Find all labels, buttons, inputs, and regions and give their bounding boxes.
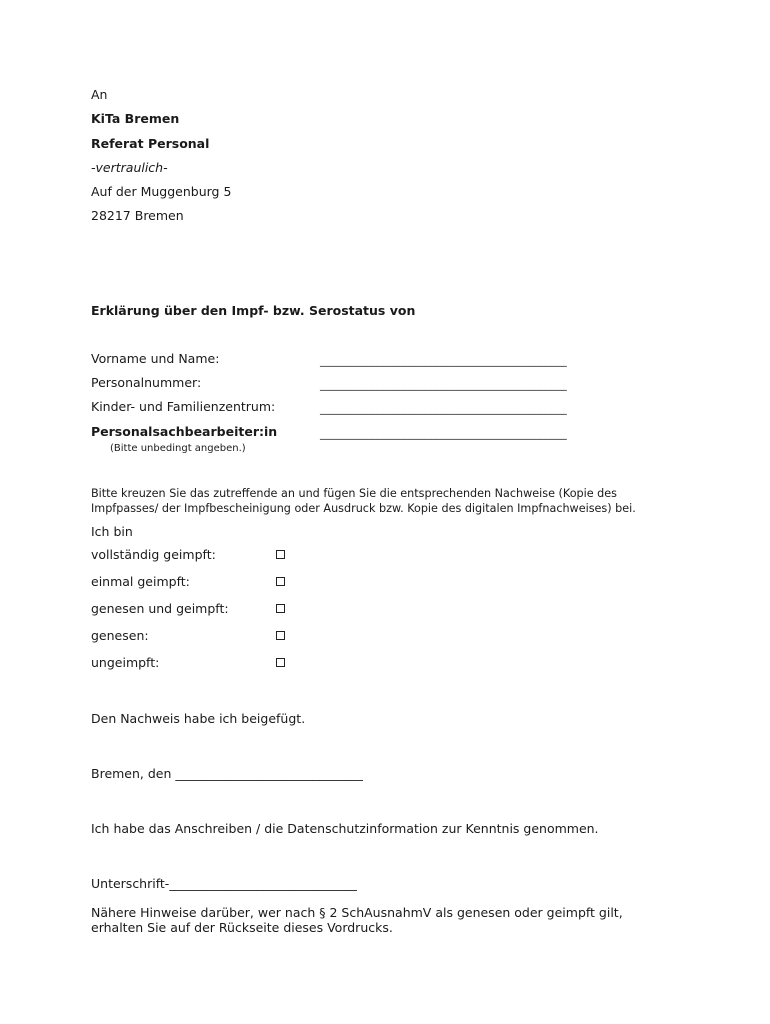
field-hint: (Bitte unbedingt angeben.) <box>110 443 246 454</box>
status-label-recovered: genesen: <box>91 628 149 643</box>
field-label-personnel-number: Personalnummer: <box>91 375 202 390</box>
checkbox-once-vaccinated[interactable] <box>276 577 285 586</box>
status-label-fully-vaccinated: vollständig geimpft: <box>91 547 216 562</box>
checkbox-unvaccinated[interactable] <box>276 658 285 667</box>
field-line-clerk[interactable]: _______________________________________________ <box>320 428 567 440</box>
status-intro: Ich bin <box>91 524 133 539</box>
status-label-once-vaccinated: einmal geimpft: <box>91 574 190 589</box>
document-heading: Erklärung über den Impf- bzw. Serostatus von <box>91 303 416 318</box>
checkbox-recovered[interactable] <box>276 631 285 640</box>
address-city: 28217 Bremen <box>91 208 184 223</box>
field-label-clerk: Personalsachbearbeiter:in <box>91 424 278 439</box>
footer-note-line-1: Nähere Hinweise darüber, wer nach § 2 SchAusnahmV als genesen oder geimpft gilt, <box>91 905 623 920</box>
acknowledgement-text: Ich habe das Anschreiben / die Datenschutzinformation zur Kenntnis genommen. <box>91 821 599 836</box>
address-dept: Referat Personal <box>91 136 210 151</box>
footer-note-line-2: erhalten Sie auf der Rückseite dieses Vordrucks. <box>91 920 393 935</box>
address-confidential: -vertraulich- <box>91 160 168 175</box>
place-date-line[interactable]: Bremen, den ______________________________ <box>91 766 363 781</box>
field-label-name: Vorname und Name: <box>91 351 220 366</box>
address-org: KiTa Bremen <box>91 111 180 126</box>
field-line-name[interactable]: _______________________________________________ <box>320 355 567 367</box>
address-street: Auf der Muggenburg 5 <box>91 184 232 199</box>
instructions-line-1: Bitte kreuzen Sie das zutreffende an und fügen Sie die entsprechenden Nachweise (Kopie des <box>91 487 617 500</box>
field-label-center: Kinder- und Familienzentrum: <box>91 399 276 414</box>
field-line-center[interactable]: _______________________________________________ <box>320 403 567 415</box>
checkbox-recovered-vaccinated[interactable] <box>276 604 285 613</box>
checkbox-fully-vaccinated[interactable] <box>276 550 285 559</box>
proof-attached-text: Den Nachweis habe ich beigefügt. <box>91 711 306 726</box>
field-line-personnel-number[interactable]: _______________________________________________ <box>320 379 567 391</box>
status-label-unvaccinated: ungeimpft: <box>91 655 160 670</box>
address-to: An <box>91 87 108 102</box>
status-label-recovered-vaccinated: genesen und geimpft: <box>91 601 229 616</box>
signature-line[interactable]: Unterschrift-______________________________ <box>91 876 357 891</box>
instructions-line-2: Impfpasses/ der Impfbescheinigung oder Ausdruck bzw. Kopie des digitalen Impfnachweises) bei. <box>91 502 636 515</box>
